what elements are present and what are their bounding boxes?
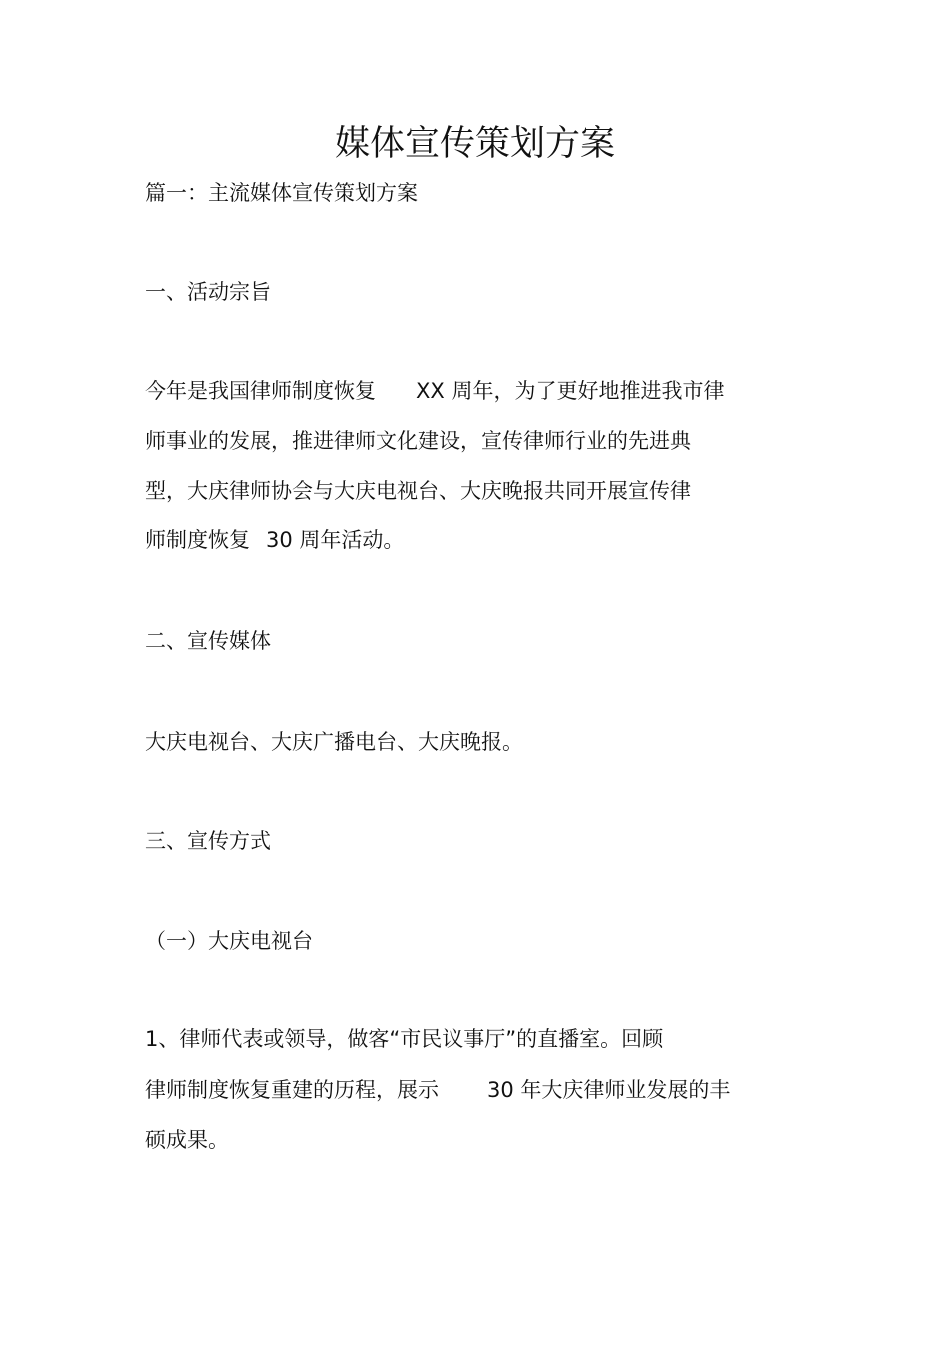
text-run: 今年是我国律师制度恢复 [145,379,376,403]
text-run: 30 周年活动。 [266,528,405,552]
paragraph-line: 型，大庆律师协会与大庆电视台、大庆晚报共同开展宣传律 [145,479,691,503]
paragraph-line [145,1075,730,1105]
text-run: 律师制度恢复重建的历程，展示 [145,1078,439,1102]
document-title: 媒体宣传策划方案 [334,124,615,164]
text-run: 师制度恢复 [145,528,250,552]
paragraph-line: 大庆电视台、大庆广播电台、大庆晚报。 [145,730,523,754]
text-run: XX 周年，为了更好地推进我市律 [416,379,725,403]
paragraph-line [145,376,724,406]
paragraph-line: 师事业的发展，推进律师文化建设，宣传律师行业的先进典 [145,429,691,453]
section-heading-methods: 三、宣传方式 [145,829,271,853]
document-subtitle: 篇一：主流媒体宣传策划方案 [145,181,418,205]
text-run: 30 年大庆律师业发展的丰 [487,1078,731,1102]
paragraph-line: 硕成果。 [145,1128,229,1152]
paragraph-line [145,525,404,555]
section-heading-media: 二、宣传媒体 [145,629,271,653]
subsection-heading: （一）大庆电视台 [145,929,313,953]
paragraph-line: 1、律师代表或领导，做客“市民议事厅”的直播室。回顾 [145,1027,664,1051]
section-heading-purpose: 一、活动宗旨 [145,280,271,304]
